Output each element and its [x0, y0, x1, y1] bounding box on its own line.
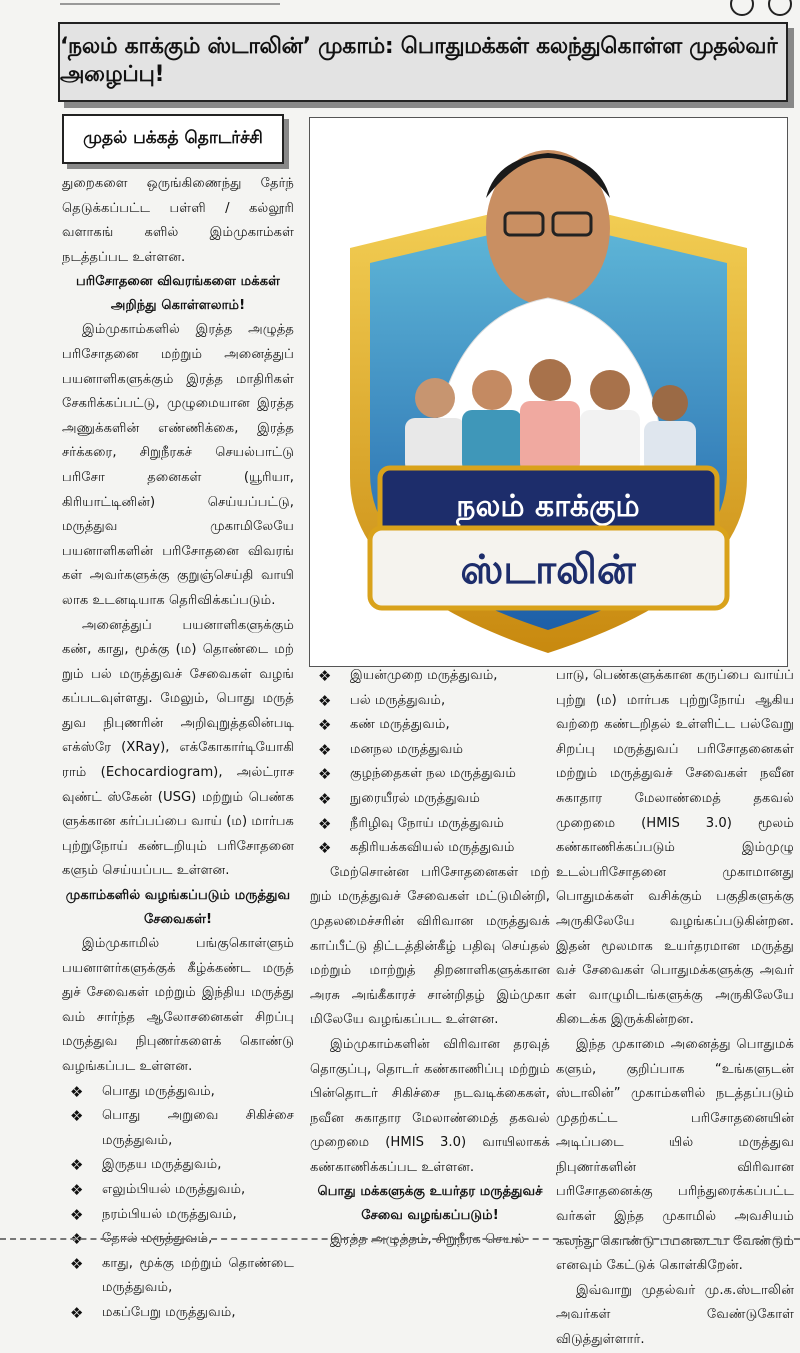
- masthead-logo-icon: [768, 0, 792, 16]
- svg-text:ஸ்டாலின்: ஸ்டாலின்: [460, 547, 636, 593]
- list-item: ❖ குழந்தைகள் நல மருத்துவம்: [310, 762, 550, 787]
- bullet-icon: ❖: [318, 740, 332, 759]
- bullet-icon: ❖: [318, 765, 332, 784]
- list-item: ❖ கதிரியக்கவியல் மருத்துவம்: [310, 836, 550, 861]
- list-item: ❖ இயன்முறை மருத்துவம்,: [310, 664, 550, 689]
- list-item: ❖ பொது மருத்துவம்,: [62, 1080, 294, 1105]
- subheading: முகாம்களில் வழங்கப்படும் மருத்துவ சேவைகள்!: [65, 888, 291, 928]
- list-item: ❖ பல் மருத்துவம்,: [310, 689, 550, 714]
- list-item: ❖ தோல் மருத்துவம்,: [62, 1227, 294, 1252]
- list-item: ❖ எலும்பியல் மருத்துவம்,: [62, 1178, 294, 1203]
- bullet-icon: ❖: [70, 1254, 84, 1273]
- services-list: [62, 1080, 294, 1326]
- bullet-icon: ❖: [70, 1156, 84, 1175]
- bullet-icon: ❖: [70, 1205, 84, 1224]
- paragraph: இந்த முகாமை அனைத்து பொதுமக் களும், குறிப்பாக “உங்களுடன் ஸ்டாலின்” முகாம்களில் நடத்தப்படும் முதற்கட்ட பரிசோதனையின் அடிப்படை யில் மருத்துவ நிபுணர்களின் விரிவான பரிசோதனைக்கு பரிந்துரைக்கப்பட்ட வர்கள் இந்த முகாமில் அவசியம் கலந்து கொண்டு பயனடைய வேண்டும் எனவும் கேட்டுக் கொள்கிறேன்.: [556, 1036, 794, 1274]
- subheading: பொது மக்களுக்கு உயர்தர மருத்துவச் சேவை வழங்கப்படும்!: [317, 1184, 543, 1224]
- list-item: ❖ நரம்பியல் மருத்துவம்,: [62, 1203, 294, 1228]
- list-item: ❖ காது, மூக்கு மற்றும் தொண்டை மருத்துவம்,: [62, 1252, 294, 1301]
- list-item: ❖ நீரிழிவு நோய் மருத்துவம்: [310, 812, 550, 837]
- list-item: ❖ கண் மருத்துவம்,: [310, 713, 550, 738]
- campaign-image: [309, 117, 788, 667]
- paragraph: அனைத்துப் பயனாளிகளுக்கும் கண், காது, மூக்கு (ம) தொண்டை மற் றும் பல் மருத்துவச் சேவைகள் வழங் கப்படவுள்ளது. மேலும், பொது மருத் துவ நிபுணரின் அறிவுறுத்தலின்படி எக்ஸ்ரே (XRay), எக்கோகார்டியோகி ராம் (Echocardiogram), அல்ட்ராச வுண்ட் ஸ்கேன் (USG) மற்றும் பெண்க ளுக்கான கர்ப்பப்பை வாய் (ம) மார்பக புற்றுநோய் கண்டறியும் பரிசோதனை களும் செய்யப்பட உள்ளன.: [62, 617, 294, 879]
- bottom-rule: [0, 1238, 800, 1240]
- bullet-icon: ❖: [70, 1303, 84, 1322]
- bullet-icon: ❖: [318, 789, 332, 808]
- paragraph: மேற்சொன்ன பரிசோதனைகள் மற் றும் மருத்துவச் சேவைகள் மட்டுமின்றி, முதலமைச்சரின் விரிவான மருத்துவக் காப்பீட்டு திட்டத்தின்கீழ் பதிவு செய்தல் மற்றும் மாற்றுத் திறனாளிகளுக்கான அரசு அங்கீகாரச் சான்றிதழ் இம்முகா மிலேயே வழங்கப்பட உள்ளன.: [310, 864, 550, 1028]
- bullet-icon: ❖: [70, 1082, 84, 1101]
- bullet-icon: ❖: [318, 691, 332, 710]
- continuation-label: முதல் பக்கத் தொடர்ச்சி: [62, 114, 284, 164]
- list-item: ❖ மகப்பேறு மருத்துவம்,: [62, 1301, 294, 1326]
- bullet-icon: ❖: [70, 1107, 84, 1126]
- subheading: பரிசோதனை விவரங்களை மக்கள் அறிந்து கொள்ளலாம்!: [75, 274, 281, 314]
- paragraph: இம்முகாம்களின் விரிவான தரவுத் தொகுப்பு, தொடர் கண்காணிப்பு மற்றும் பின்தொடர் சிகிச்சை நடவடிக்கைகள், நவீன சுகாதார மேலாண்மைத் தகவல் முறைமை (HMIS 3.0) வாயிலாகக் கண்காணிக்கப்பட உள்ளன.: [310, 1036, 550, 1175]
- list-item: ❖ மனநல மருத்துவம்: [310, 738, 550, 763]
- bullet-icon: ❖: [318, 839, 332, 858]
- bullet-icon: ❖: [318, 667, 332, 685]
- paragraph: பாடு, பெண்களுக்கான கருப்பை வாய்ப் புற்று (ம) மார்பக புற்றுநோய் ஆகிய வற்றை கண்டறிதல் உள்ளிட்ட பல்வேறு சிறப்பு மருத்துவப் பரிசோதனைகள் மற்றும் மருத்துவச் சேவைகள் நவீன சுகாதார மேலாண்மைத் தகவல் முறைமை (HMIS 3.0) மூலம் கண்காணிக்கப்படும் இம்முழு உடல்பரிசோதனை முகாமானது பொதுமக்கள் வசிக்கும் பகுதிகளுக்கு அருகிலேயே வழங்கப்படுகின்றன. இதன் மூலமாக உயர்தரமான மருத்து வச் சேவைகள் பொதுமக்களுக்கு அவர் கள் வாழுமிடங்களுக்கு அருகிலேயே கிடைக்க இருக்கின்றன.: [556, 668, 794, 1028]
- article-column-2: [310, 664, 550, 1253]
- article-column-1: [62, 172, 294, 1326]
- top-header-strip: [0, 0, 800, 14]
- article-column-3: [556, 664, 794, 1353]
- campaign-emblem: [310, 118, 787, 666]
- bullet-icon: ❖: [318, 814, 332, 833]
- header-rule: [60, 3, 280, 5]
- paragraph: இம்முகாம்களில் இரத்த அழுத்த பரிசோதனை மற்றும் அனைத்துப் பயனாளிகளுக்கும் இரத்த மாதிரிகள் சேகரிக்கப்பட்டு, முழுமையான இரத்த அணுக்களின் எண்ணிக்கை, இரத்த சர்க்கரை, சிறுநீரகச் செயல்பாட்டு பரிசோ தனைகள் (யூரியா, கிரியாட்டினின்) செய்யப்பட்டு, மருத்துவ முகாமிலேயே பயனாளிகளின் பரிசோதனை விவரங் கள் அவர்களுக்கு குறுஞ்செய்தி வாயி லாக உடனடியாக தெரிவிக்கப்படும்.: [62, 322, 294, 608]
- paragraph: இவ்வாறு முதல்வர் மு.க.ஸ்டாலின் அவர்கள் வேண்டுகோள் விடுத்துள்ளார்.: [556, 1282, 794, 1348]
- headline: ‘நலம் காக்கும் ஸ்டாலின்’ முகாம்: பொதுமக்கள் கலந்துகொள்ள முதல்வர் அழைப்பு!: [58, 22, 788, 102]
- paragraph: இரத்த அழுத்தம், சிறுநீரக செயல்: [330, 1232, 525, 1248]
- list-item: ❖ நுரையீரல் மருத்துவம்: [310, 787, 550, 812]
- svg-text:நலம் காக்கும்: நலம் காக்கும்: [456, 489, 640, 524]
- bullet-icon: ❖: [70, 1180, 84, 1199]
- bullet-icon: ❖: [318, 716, 332, 735]
- list-item: ❖ பொது அறுவை சிகிச்சை மருத்துவம்,: [62, 1104, 294, 1153]
- paragraph: இம்முகாமில் பங்குகொள்ளும் பயனாளர்களுக்குக் கீழ்க்கண்ட மருத் துச் சேவைகள் மற்றும் இந்திய மருத்து வம் சார்ந்த ஆலோசனைகள் சிறப்பு மருத்துவ நிபுணர்களைக் கொண்டு வழங்கப்பட உள்ளன.: [62, 936, 294, 1074]
- services-list-continued: [310, 664, 550, 861]
- paragraph: துறைகளை ஒருங்கிணைந்து தேர்ந் தெடுக்கப்பட்ட பள்ளி / கல்லூரி வளாகங் களில் இம்முகாம்கள் நடத்தப்பட உள்ளன.: [62, 176, 294, 265]
- masthead-logo-icon: [730, 0, 754, 16]
- bullet-icon: ❖: [70, 1230, 84, 1249]
- list-item: ❖ இருதய மருத்துவம்,: [62, 1153, 294, 1178]
